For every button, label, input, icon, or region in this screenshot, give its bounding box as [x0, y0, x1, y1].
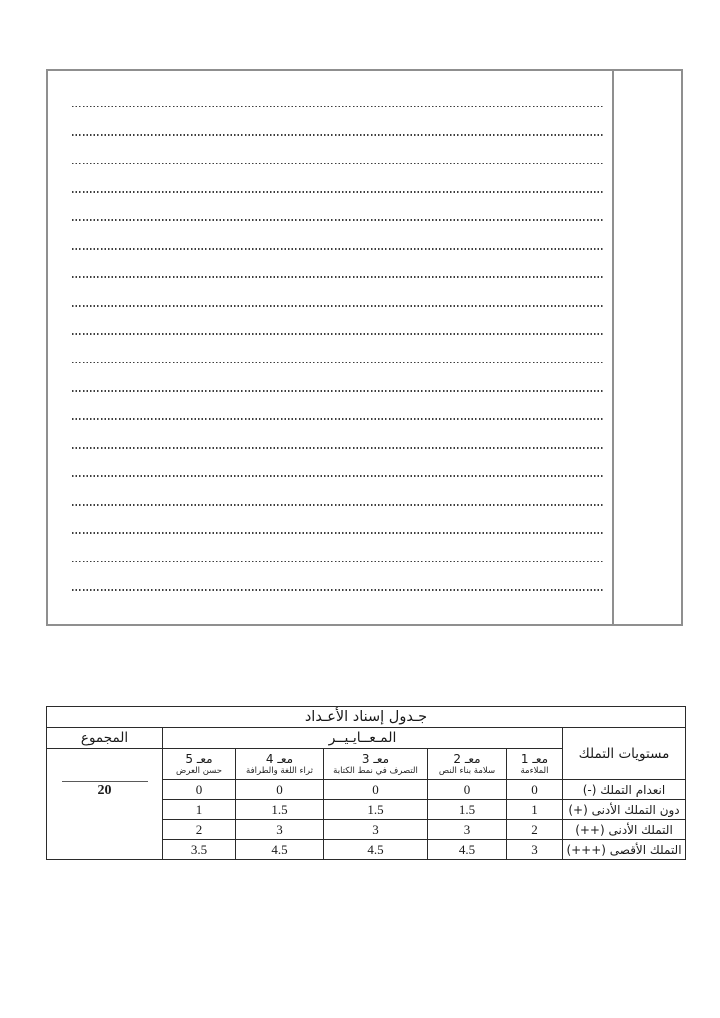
dotted-writing-line	[72, 307, 605, 335]
score-cell: 2	[163, 820, 236, 840]
dotted-writing-line	[72, 79, 605, 107]
score-cell: 4.5	[428, 840, 507, 860]
total-column-header: المجموع	[47, 728, 163, 749]
criterion-header-1	[507, 749, 563, 780]
table-title: جـدول إسناد الأعـداد	[47, 707, 686, 728]
criterion-header-2	[428, 749, 507, 780]
score-cell: 0	[236, 780, 324, 800]
level-label: التملك الأقصى (+++)	[563, 840, 686, 860]
grading-table	[46, 706, 686, 860]
dotted-writing-line	[72, 363, 605, 391]
dotted-writing-line	[72, 534, 605, 562]
score-cell: 0	[324, 780, 428, 800]
dotted-writing-line	[72, 449, 605, 477]
dotted-writing-line	[72, 562, 605, 590]
dotted-writing-line	[72, 392, 605, 420]
score-cell: 1.5	[428, 800, 507, 820]
dotted-writing-line	[72, 506, 605, 534]
score-cell: 1.5	[236, 800, 324, 820]
total-value: 20	[97, 783, 112, 798]
criterion-code: معـ 4	[265, 751, 294, 766]
criterion-code: معـ 2	[453, 751, 481, 766]
answer-box	[46, 69, 683, 626]
score-cell: 2	[507, 820, 563, 840]
answer-box-margin-column	[612, 71, 681, 624]
criterion-name: التصرف في نمط الكتابة	[333, 765, 418, 776]
criterion-code: معـ 5	[185, 751, 213, 766]
criterion-header-4	[236, 749, 324, 780]
score-cell: 0	[428, 780, 507, 800]
dotted-writing-line	[72, 136, 605, 164]
dotted-writing-line	[72, 477, 605, 505]
dotted-writing-line	[72, 420, 605, 448]
criterion-code: معـ 3	[361, 751, 390, 766]
answer-lines	[48, 71, 612, 624]
score-cell: 3	[428, 820, 507, 840]
score-cell: 1.5	[324, 800, 428, 820]
dotted-writing-line	[72, 278, 605, 306]
dotted-writing-line	[72, 107, 605, 135]
dotted-writing-line	[72, 164, 605, 192]
criterion-code: معـ 1	[520, 751, 549, 766]
criterion-name: ثراء اللغة والطرافة	[246, 765, 313, 776]
score-cell: 3	[324, 820, 428, 840]
score-cell: 1	[507, 800, 563, 820]
dotted-writing-line	[72, 250, 605, 278]
criterion-name: حسن العرض	[175, 765, 223, 776]
dotted-writing-line	[72, 193, 605, 221]
total-blank-line	[62, 781, 148, 782]
criterion-header-5	[163, 749, 236, 780]
score-cell: 4.5	[236, 840, 324, 860]
level-label: انعدام التملك (-)	[563, 780, 686, 800]
level-label: دون التملك الأدنى (+)	[563, 800, 686, 820]
score-cell: 3.5	[163, 840, 236, 860]
level-label: التملك الأدنى (++)	[563, 820, 686, 840]
criterion-header-3	[324, 749, 428, 780]
dotted-writing-line	[72, 221, 605, 249]
score-cell: 1	[163, 800, 236, 820]
score-cell: 4.5	[324, 840, 428, 860]
criterion-name: الملاءمة	[520, 765, 549, 776]
criterion-name: سلامة بناء النص	[438, 765, 496, 776]
total-cell	[47, 749, 163, 860]
dotted-writing-line	[72, 335, 605, 363]
score-cell: 3	[236, 820, 324, 840]
score-cell: 0	[163, 780, 236, 800]
criteria-group-header: المـعــايـيــر	[163, 728, 563, 749]
score-cell: 3	[507, 840, 563, 860]
levels-column-header: مستويات التملك	[563, 728, 686, 780]
score-cell: 0	[507, 780, 563, 800]
